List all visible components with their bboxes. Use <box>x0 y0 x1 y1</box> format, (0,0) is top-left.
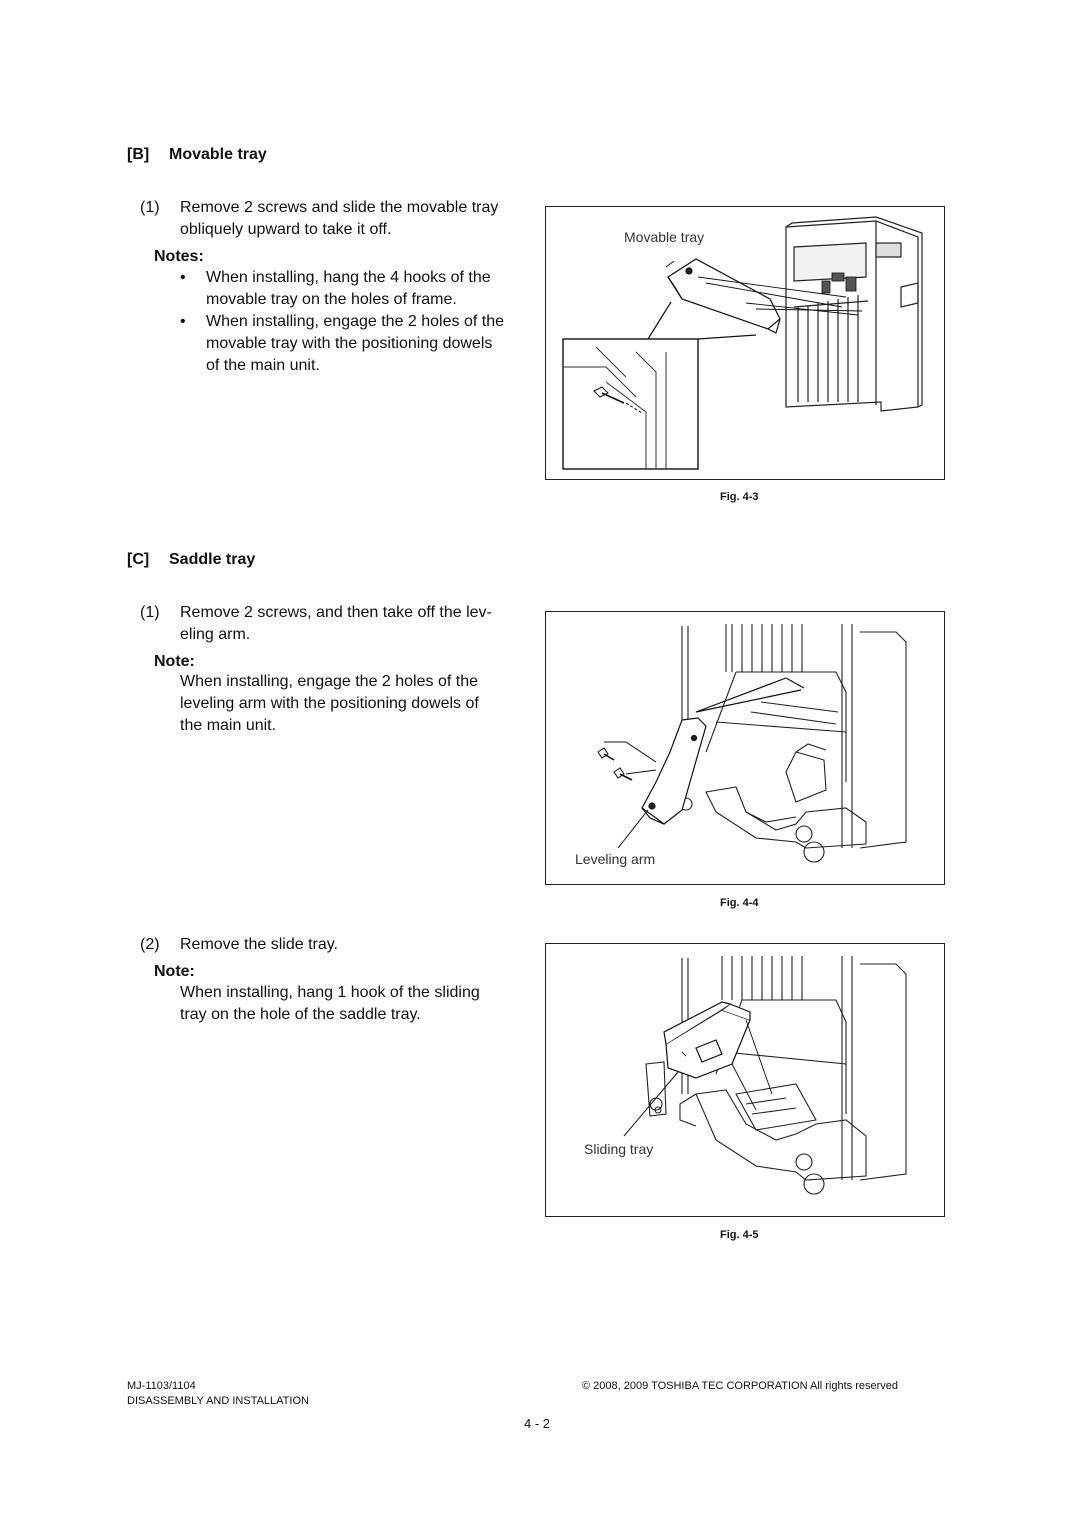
figure-4-4-callout: Leveling arm <box>575 851 656 867</box>
section-b-note2-bullet: • <box>180 313 186 330</box>
section-c-note2-label: Note: <box>154 963 195 980</box>
section-b-heading-marker: [B] <box>127 146 150 163</box>
figure-4-4-caption: Fig. 4-4 <box>720 897 759 909</box>
section-b-step1-number: (1) <box>140 199 160 216</box>
sliding-tray-illustration <box>546 944 944 1216</box>
figure-4-3-caption: Fig. 4-3 <box>720 491 759 503</box>
figure-4-4 <box>545 611 945 885</box>
section-b-note2-line2: movable tray with the positioning dowels <box>206 335 493 352</box>
section-c-note2-line2: tray on the hole of the saddle tray. <box>180 1006 421 1023</box>
section-b-note1-line2: movable tray on the holes of frame. <box>206 291 457 308</box>
figure-4-3 <box>545 206 945 480</box>
section-c-step1-number: (1) <box>140 604 160 621</box>
section-b-note1-line1: When installing, hang the 4 hooks of the <box>206 269 491 286</box>
section-c-heading-title: Saddle tray <box>169 551 256 568</box>
section-b-note1-bullet: • <box>180 269 186 286</box>
footer-section: DISASSEMBLY AND INSTALLATION <box>127 1395 309 1407</box>
section-b-note2-line3: of the main unit. <box>206 357 320 374</box>
section-c-note2-line1: When installing, hang 1 hook of the sliding <box>180 984 480 1001</box>
section-b-step1-text-line1: Remove 2 screws and slide the movable tray <box>180 199 499 216</box>
section-b-step1-text-line2: obliquely upward to take it off. <box>180 221 392 238</box>
figure-4-5-callout: Sliding tray <box>584 1141 654 1157</box>
movable-tray-illustration <box>546 207 944 479</box>
leveling-arm-illustration <box>546 612 944 884</box>
section-c-heading-marker: [C] <box>127 551 150 568</box>
figure-4-5 <box>545 943 945 1217</box>
section-b-heading-title: Movable tray <box>169 146 267 163</box>
section-c-step2-text: Remove the slide tray. <box>180 936 338 953</box>
section-c-step2-number: (2) <box>140 936 160 953</box>
section-b-note2-line1: When installing, engage the 2 holes of the <box>206 313 504 330</box>
footer-model: MJ-1103/1104 <box>127 1380 196 1392</box>
section-c-note1-line2: leveling arm with the positioning dowels of <box>180 695 479 712</box>
footer-copyright: © 2008, 2009 TOSHIBA TEC CORPORATION All rights reserved <box>582 1380 899 1392</box>
section-c-note1-line1: When installing, engage the 2 holes of the <box>180 673 478 690</box>
figure-4-5-caption: Fig. 4-5 <box>720 1229 759 1241</box>
section-c-step1-text-line2: eling arm. <box>180 626 251 643</box>
page-number: 4 - 2 <box>524 1416 551 1431</box>
figure-4-3-callout: Movable tray <box>624 229 705 245</box>
section-b-notes-label: Notes: <box>154 248 204 265</box>
section-c-note1-line3: the main unit. <box>180 717 277 734</box>
section-c-note-label: Note: <box>154 653 195 670</box>
section-c-step1-text-line1: Remove 2 screws, and then take off the lev- <box>180 604 492 621</box>
